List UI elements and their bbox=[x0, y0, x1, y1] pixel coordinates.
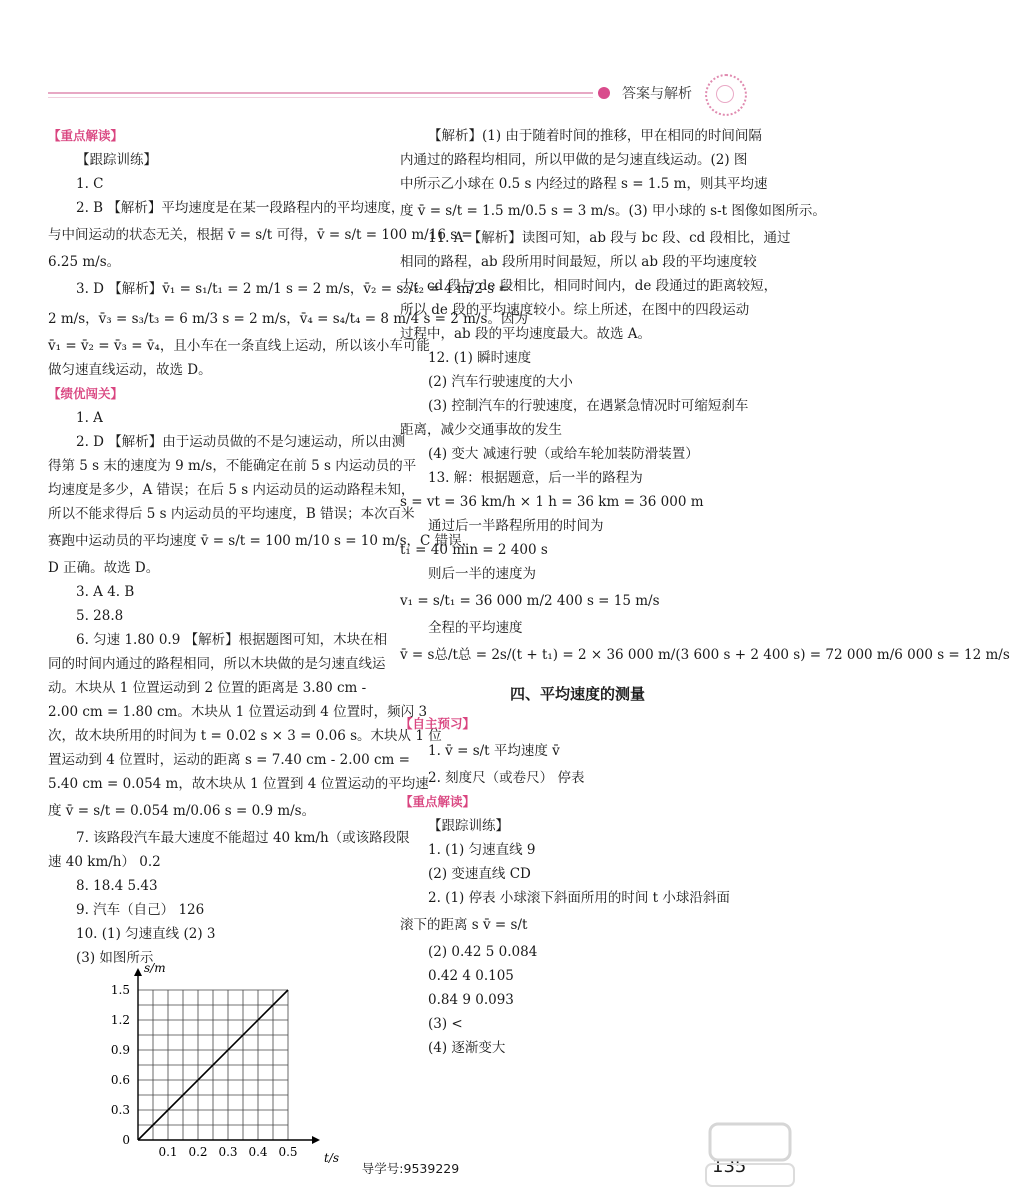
x-tick-label: 0.5 bbox=[278, 1145, 298, 1159]
text-line: 做匀速直线运动，故选 D。 bbox=[48, 362, 212, 378]
text-line: 得第 5 s 末的速度为 9 m/s，不能确定在前 5 s 内运动员的平 bbox=[48, 458, 417, 474]
text-line: (3) 如图所示 bbox=[76, 950, 154, 966]
section-title: 四、平均速度的测量 bbox=[509, 685, 645, 703]
text-line: 内通过的路程均相同，所以甲做的是匀速直线运动。(2) 图 bbox=[400, 152, 748, 168]
text-line: 与中间运动的状态无关，根据 v̄ = s/t 可得，v̄ = s/t = 100 m/16 s = bbox=[48, 227, 473, 243]
header-rule-thin bbox=[48, 97, 593, 98]
text-line: v₁ = s/t₁ = 36 000 m/2 400 s = 15 m/s bbox=[400, 593, 660, 609]
text-line: 3. D 【解析】v̄₁ = s₁/t₁ = 2 m/1 s = 2 m/s，v̄₂ = s₂/t₂ = 4 m/2 s = bbox=[76, 281, 510, 297]
text-line: 【解析】(1) 由于随着时间的推移，甲在相同的时间间隔 bbox=[428, 128, 762, 144]
header-emblem-icon bbox=[705, 74, 747, 116]
text-line: 则后一半的速度为 bbox=[428, 566, 536, 582]
text-line: 度 v̄ = s/t = 0.054 m/0.06 s = 0.9 m/s。 bbox=[48, 803, 316, 819]
text-line: v̄ = s总/t总 = 2s/(t + t₁) = 2 × 36 000 m/(3 600 s + 2 400 s) = 72 000 m/6 000 s = 12 m/s bbox=[400, 647, 1010, 663]
text-line: 1. v̄ = s/t 平均速度 v̄ bbox=[428, 743, 560, 759]
text-line: 距离，减少交通事故的发生 bbox=[400, 422, 562, 438]
y-tick-label: 0.9 bbox=[110, 1043, 130, 1057]
watermark-logo-icon bbox=[700, 1118, 800, 1190]
text-line: 1. C bbox=[76, 176, 104, 192]
header-rule bbox=[48, 92, 593, 94]
text-line: 2. (1) 停表 小球滚下斜面所用的时间 t 小球沿斜面 bbox=[428, 890, 730, 906]
text-line: 9. 汽车（自己） 126 bbox=[76, 902, 205, 918]
y-tick-label: 0 bbox=[122, 1133, 130, 1147]
text-line: D 正确。故选 D。 bbox=[48, 560, 160, 576]
text-line: (4) 逐渐变大 bbox=[428, 1040, 506, 1056]
section-heading: 【重点解读】 bbox=[48, 128, 124, 143]
text-line: 同的时间内通过的路程相同，所以木块做的是匀速直线运 bbox=[48, 656, 386, 672]
text-line: 相同的路程，ab 段所用时间最短，所以 ab 段的平均速度较 bbox=[400, 254, 757, 270]
y-tick-label: 1.2 bbox=[110, 1013, 130, 1027]
text-line: 赛跑中运动员的平均速度 v̄ = s/t = 100 m/10 s = 10 m/s，C 错误， bbox=[48, 533, 476, 549]
text-line: 通过后一半路程所用的时间为 bbox=[428, 518, 604, 534]
text-line: 10. (1) 匀速直线 (2) 3 bbox=[76, 926, 216, 942]
x-tick-label: 0.4 bbox=[248, 1145, 268, 1159]
text-line: 【跟踪训练】 bbox=[76, 152, 157, 168]
text-line: (2) 变速直线 CD bbox=[428, 866, 531, 882]
text-line: s = vt = 36 km/h × 1 h = 36 km = 36 000 m bbox=[400, 494, 704, 510]
s-t-graph bbox=[78, 961, 378, 1170]
text-line: 2. B 【解析】平均速度是在某一段路程内的平均速度， bbox=[76, 200, 405, 216]
text-line: 0.84 9 0.093 bbox=[428, 992, 514, 1008]
footer-guide-number: 导学号:9539229 bbox=[361, 1161, 460, 1176]
text-line: 3. A 4. B bbox=[76, 584, 135, 600]
text-line: 13. 解：根据题意，后一半的路程为 bbox=[428, 470, 643, 486]
text-line: t₁ = 40 min = 2 400 s bbox=[400, 542, 548, 558]
x-axis-label: t/s bbox=[324, 1151, 340, 1165]
text-line: 2. 刻度尺（或卷尺） 停表 bbox=[428, 770, 585, 786]
right-column bbox=[400, 124, 1010, 1060]
text-line: 5. 28.8 bbox=[76, 608, 124, 624]
text-line: 2. D 【解析】由于运动员做的不是匀速运动，所以由测 bbox=[76, 434, 406, 450]
text-line: 过程中，ab 段的平均速度最大。故选 A。 bbox=[400, 326, 652, 342]
text-line: 所以不能求得后 5 s 内运动员的平均速度，B 错误；本次百米 bbox=[48, 506, 415, 522]
text-line: v̄₁ = v̄₂ = v̄₃ = v̄₄，且小车在一条直线上运动，所以该小车可能 bbox=[48, 338, 430, 354]
section-heading: 【重点解读】 bbox=[400, 794, 476, 809]
text-line: (2) 0.42 5 0.084 bbox=[428, 944, 538, 960]
y-tick-label: 1.5 bbox=[110, 983, 130, 997]
text-line: 11. A 【解析】读图可知，ab 段与 bc 段、cd 段相比，通过 bbox=[428, 230, 791, 246]
s-t-graph-svg bbox=[78, 961, 378, 1170]
y-axis-label: s/m bbox=[144, 961, 166, 975]
text-line: (2) 汽车行驶速度的大小 bbox=[428, 374, 573, 390]
text-line: (4) 变大 减速行驶（或给车轮加装防滑装置） bbox=[428, 446, 699, 462]
text-line: 全程的平均速度 bbox=[428, 620, 523, 636]
y-tick-label: 0.6 bbox=[110, 1073, 130, 1087]
section-heading: 【绩优闯关】 bbox=[48, 386, 124, 401]
text-line: 12. (1) 瞬时速度 bbox=[428, 350, 532, 366]
text-line: (3) 控制汽车的行驶速度，在遇紧急情况时可缩短刹车 bbox=[428, 398, 749, 414]
text-line: 速 40 km/h） 0.2 bbox=[48, 854, 161, 870]
y-tick-label: 0.3 bbox=[110, 1103, 130, 1117]
text-line: 1. (1) 匀速直线 9 bbox=[428, 842, 536, 858]
header-title: 答案与解析 bbox=[622, 86, 692, 102]
y-axis-arrow-icon bbox=[134, 968, 142, 976]
text-line: 2.00 cm = 1.80 cm。木块从 1 位置运动到 4 位置时，频闪 3 bbox=[48, 704, 428, 720]
text-line: 8. 18.4 5.43 bbox=[76, 878, 158, 894]
x-tick-label: 0.3 bbox=[218, 1145, 238, 1159]
text-line: 7. 该路段汽车最大速度不能超过 40 km/h（或该路段限 bbox=[76, 830, 410, 846]
text-line: 动。木块从 1 位置运动到 2 位置的距离是 3.80 cm - bbox=[48, 680, 367, 696]
text-line: 大；cd 段与 de 段相比，相同时间内，de 段通过的距离较短， bbox=[400, 278, 778, 294]
right-text-lines bbox=[400, 124, 1010, 670]
text-line: 1. A bbox=[76, 410, 103, 426]
text-line: 2 m/s，v̄₃ = s₃/t₃ = 6 m/3 s = 2 m/s，v̄₄ = s₄/t₄ = 8 m/4 s = 2 m/s。因为 bbox=[48, 311, 528, 327]
right-section-lines bbox=[400, 712, 755, 1060]
text-line: 5.40 cm = 0.054 m，故木块从 1 位置到 4 位置运动的平均速 bbox=[48, 776, 429, 792]
text-line: 6.25 m/s。 bbox=[48, 254, 121, 270]
text-line: 中所示乙小球在 0.5 s 内经过的路程 s = 1.5 m，则其平均速 bbox=[400, 176, 768, 192]
text-line: 所以 de 段的平均速度较小。综上所述，在图中的四段运动 bbox=[400, 302, 750, 318]
x-tick-label: 0.1 bbox=[158, 1145, 178, 1159]
text-line: 6. 匀速 1.80 0.9 【解析】根据题图可知，木块在相 bbox=[76, 632, 388, 648]
text-line: 度 v̄ = s/t = 1.5 m/0.5 s = 3 m/s。(3) 甲小球的 s-t 图像如图所示。 bbox=[400, 203, 826, 219]
text-line: 【跟踪训练】 bbox=[428, 818, 509, 834]
header-bullet-icon bbox=[598, 87, 610, 99]
text-line: 次，故木块所用的时间为 t = 0.02 s × 3 = 0.06 s。木块从 1 位 bbox=[48, 728, 442, 744]
x-tick-label: 0.2 bbox=[188, 1145, 208, 1159]
text-line: 0.42 4 0.105 bbox=[428, 968, 514, 984]
text-line: (3) < bbox=[428, 1016, 463, 1032]
page-number: 135 bbox=[712, 1156, 747, 1177]
section-heading: 【自主预习】 bbox=[400, 716, 476, 731]
x-axis-arrow-icon bbox=[312, 1136, 320, 1144]
text-line: 置运动到 4 位置时，运动的距离 s = 7.40 cm - 2.00 cm = bbox=[48, 752, 410, 768]
text-line: 均速度是多少，A 错误；在后 5 s 内运动员的运动路程未知， bbox=[48, 482, 415, 498]
text-line: 滚下的距离 s v̄ = s/t bbox=[400, 917, 528, 933]
